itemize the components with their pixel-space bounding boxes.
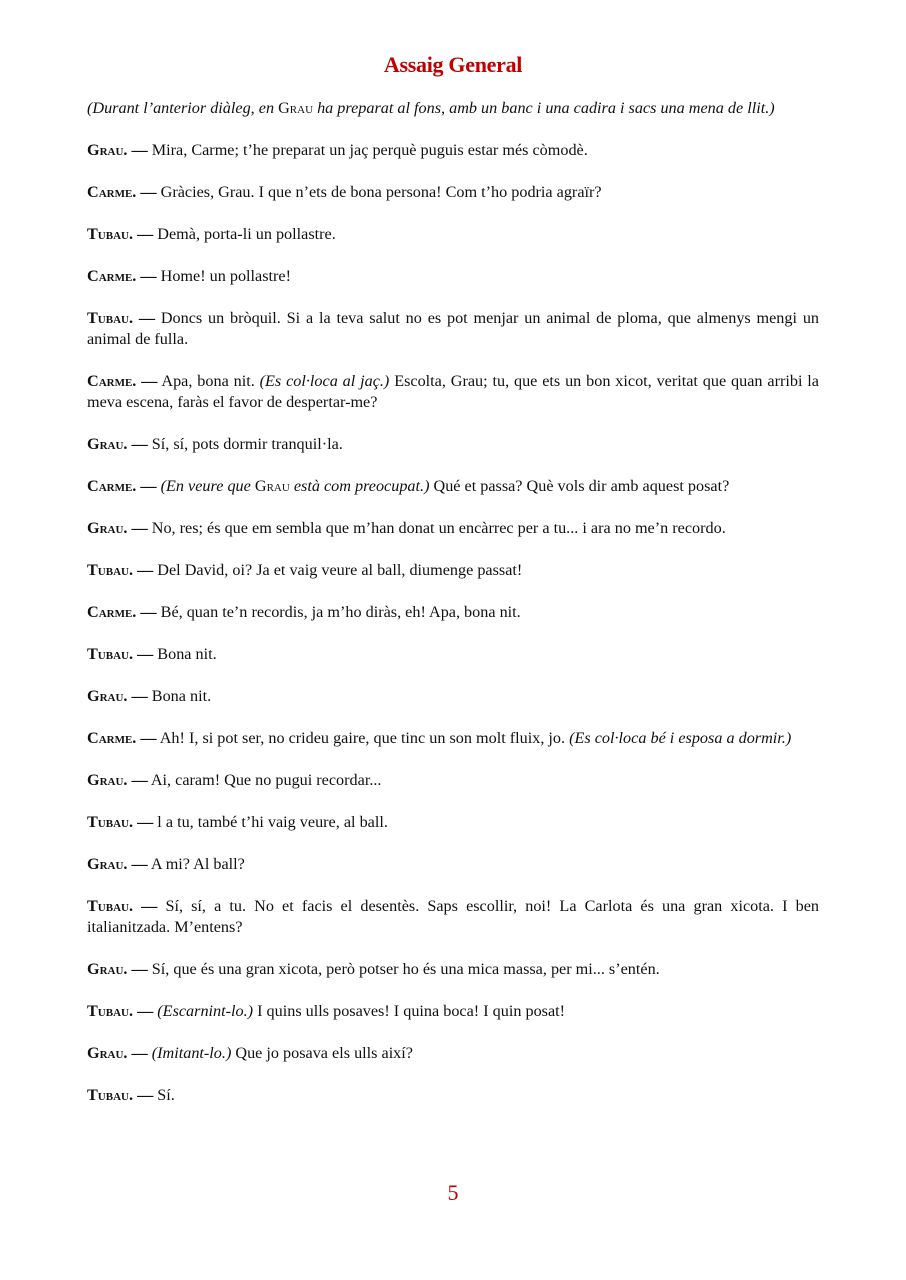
dialogue-text: Apa, bona nit. [157, 372, 260, 390]
speaker-name: Tubau. [87, 897, 134, 915]
dialogue-line [87, 644, 819, 665]
speaker-dash: — [127, 687, 148, 705]
dialogue-line [87, 140, 819, 161]
speaker-name: Tubau. [87, 225, 134, 243]
speaker-name: Tubau. [87, 1086, 134, 1104]
stage-direction-inline: (Es col·loca bé i esposa a dormir.) [569, 729, 792, 747]
dialogue-text: Gràcies, Grau. I que n’ets de bona persona! Com t’ho podria agraïr? [156, 183, 602, 201]
stage-direction-inline: (Imitant-lo.) [151, 1044, 232, 1062]
dialogue-line [87, 770, 819, 791]
speaker-dash: — [136, 477, 157, 495]
dialogue-text: Bé, quan te’n recordis, ja m’ho diràs, eh! Apa, bona nit. [156, 603, 521, 621]
dialogue-line [87, 266, 819, 287]
page-title: Assaig General [383, 52, 523, 77]
speaker-name: Tubau. [87, 1002, 134, 1020]
page-number: 5 [447, 1180, 459, 1205]
speaker-name: Carme. [87, 267, 137, 285]
speaker-dash: — [127, 855, 148, 873]
speaker-name: Grau. [87, 771, 128, 789]
speaker-dash: — [127, 435, 148, 453]
dialogue-text: Bona nit. [153, 645, 217, 663]
stage-direction [87, 98, 819, 119]
dialogue-line [87, 371, 819, 413]
dialogue-text: Sí, sí, pots dormir tranquil·la. [147, 435, 343, 453]
speaker-name: Grau. [87, 960, 128, 978]
speaker-dash: — [136, 372, 158, 390]
dialogue-line [87, 602, 819, 623]
stage-direction-inline: (En veure que [160, 477, 255, 495]
speaker-dash: — [136, 267, 157, 285]
dialogue-line [87, 1043, 819, 1064]
dialogue-line [87, 476, 819, 497]
dialogue-line [87, 728, 819, 749]
speaker-name: Grau. [87, 855, 128, 873]
dialogue-line [87, 959, 819, 980]
dialogue-text: Mira, Carme; t’he preparat un jaç perquè puguis estar més còmodè. [147, 141, 588, 159]
dialogue-line [87, 224, 819, 245]
speaker-dash: — [133, 1086, 154, 1104]
character-name: Grau [278, 99, 314, 117]
speaker-dash: — [136, 603, 157, 621]
dialogue-line [87, 518, 819, 539]
dialogue-text: l a tu, també t’hi vaig veure, al ball. [153, 813, 388, 831]
speaker-name: Carme. [87, 183, 137, 201]
dialogue-text: Sí. [153, 1086, 175, 1104]
speaker-name: Tubau. [87, 309, 134, 327]
speaker-dash: — [127, 141, 148, 159]
speaker-dash: — [133, 309, 156, 327]
speaker-name: Carme. [87, 477, 137, 495]
dialogue-line [87, 1085, 819, 1106]
speaker-dash: — [133, 1002, 154, 1020]
speaker-dash: — [133, 645, 154, 663]
dialogue-text: Home! un pollastre! [156, 267, 292, 285]
speaker-name: Tubau. [87, 813, 134, 831]
dialogue-text: Bona nit. [147, 687, 212, 705]
speaker-name: Grau. [87, 435, 128, 453]
dialogue-line [87, 434, 819, 455]
speaker-name: Grau. [87, 519, 128, 537]
stage-direction-inline: (Es col·loca al jaç.) [259, 372, 390, 390]
dialogue-line [87, 686, 819, 707]
speaker-name: Carme. [87, 729, 137, 747]
stage-direction-inline: (Escarnint-lo.) [157, 1002, 254, 1020]
speaker-name: Grau. [87, 687, 128, 705]
dialogue-text: Sí, que és una gran xicota, però potser ho és una mica massa, per mi... s’entén. [147, 960, 660, 978]
speaker-dash: — [127, 1044, 148, 1062]
speaker-dash: — [133, 897, 158, 915]
dialogue-line [87, 560, 819, 581]
speaker-dash: — [133, 813, 154, 831]
dialogue-text: Ai, caram! Que no pugui recordar... [147, 771, 382, 789]
speaker-name: Carme. [87, 372, 137, 390]
dialogue-line [87, 896, 819, 938]
dialogue-text: I quins ulls posaves! I quina boca! I quin posat! [253, 1002, 566, 1020]
speaker-name: Tubau. [87, 645, 134, 663]
dialogue-text: Ah! I, si pot ser, no crideu gaire, que tinc un son molt fluix, jo. [156, 729, 570, 747]
dialogue-text: No, res; és que em sembla que m’han donat un encàrrec per a tu... i ara no me’n recordo. [147, 519, 726, 537]
speaker-name: Grau. [87, 1044, 128, 1062]
play-text [87, 98, 819, 1127]
speaker-dash: — [127, 771, 148, 789]
dialogue-line [87, 308, 819, 350]
dialogue-text: Qué et passa? Què vols dir amb aquest posat? [429, 477, 730, 495]
dialogue-line [87, 1001, 819, 1022]
speaker-dash: — [127, 519, 148, 537]
dialogue-line [87, 182, 819, 203]
dialogue-text: A mi? Al ball? [147, 855, 245, 873]
character-name: Grau [254, 477, 290, 495]
speaker-name: Grau. [87, 141, 128, 159]
speaker-name: Carme. [87, 603, 137, 621]
speaker-dash: — [133, 225, 154, 243]
speaker-name: Tubau. [87, 561, 134, 579]
dialogue-text: Sí, sí, a tu. No et facis el desentès. Saps escollir, noi! La Carlota és una gran xicota. I ben italianitzada. M’entens? [87, 897, 819, 936]
dialogue-line [87, 812, 819, 833]
dialogue-text: Demà, porta-li un pollastre. [153, 225, 336, 243]
dialogue-text: Del David, oi? Ja et vaig veure al ball, diumenge passat! [153, 561, 523, 579]
speaker-dash: — [136, 183, 157, 201]
stage-text: (Durant l’anterior diàleg, en [87, 99, 279, 117]
dialogue-line [87, 854, 819, 875]
speaker-dash: — [136, 729, 157, 747]
dialogue-text: Doncs un bròquil. Si a la teva salut no es pot menjar un animal de ploma, que almenys mengi un animal de fulla. [87, 309, 820, 348]
speaker-dash: — [133, 561, 154, 579]
dialogue-text: Que jo posava els ulls així? [231, 1044, 413, 1062]
speaker-dash: — [127, 960, 148, 978]
stage-text: ha preparat al fons, amb un banc i una cadira i sacs una mena de llit.) [313, 99, 775, 117]
stage-direction-inline: està com preocupat.) [289, 477, 430, 495]
dialogue-text: Escolta, Grau; tu, que ets un bon xicot, veritat que quan arribi la meva escena, faràs el favor de despertar-me? [87, 372, 819, 411]
